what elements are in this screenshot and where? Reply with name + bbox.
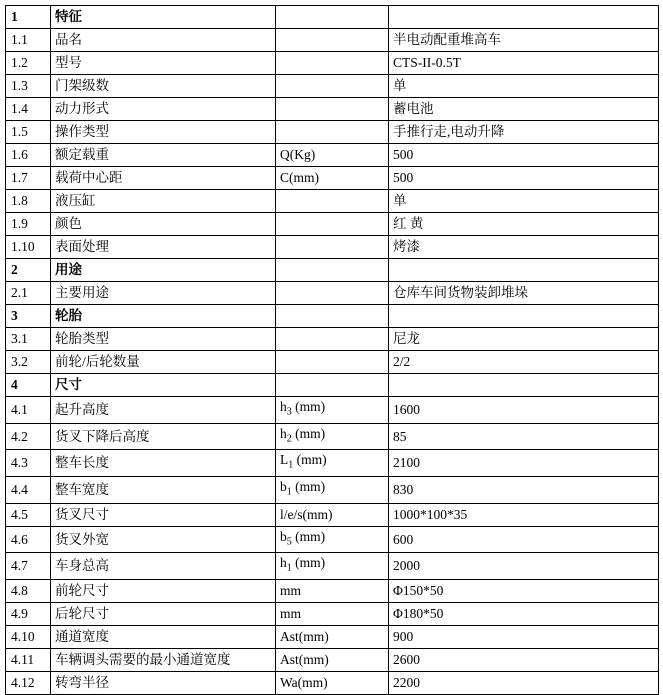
table-row — [6, 423, 659, 450]
row-number: 4.1 — [6, 397, 51, 424]
unit-subscript: 1 — [286, 486, 292, 498]
row-number: 4.2 — [6, 423, 51, 450]
row-value: 2100 — [389, 450, 659, 477]
row-label: 货叉下降后高度 — [51, 423, 276, 450]
table-row — [6, 305, 659, 328]
row-value: 900 — [389, 626, 659, 649]
row-label: 表面处理 — [51, 236, 276, 259]
unit-subscript: 2 — [286, 433, 292, 445]
table-row — [6, 259, 659, 282]
table-row — [6, 450, 659, 477]
table-row — [6, 144, 659, 167]
row-label: 通道宽度 — [51, 626, 276, 649]
row-number: 1.8 — [6, 190, 51, 213]
row-label: 动力形式 — [51, 98, 276, 121]
table-row — [6, 603, 659, 626]
table-row — [6, 328, 659, 351]
row-unit — [276, 98, 389, 121]
table-row — [6, 626, 659, 649]
row-value: 2200 — [389, 672, 659, 695]
row-label: 整车宽度 — [51, 477, 276, 504]
row-number: 1.1 — [6, 29, 51, 52]
row-unit: C(mm) — [276, 167, 389, 190]
row-unit — [276, 6, 389, 29]
row-number: 4.12 — [6, 672, 51, 695]
row-value — [389, 6, 659, 29]
row-label: 操作类型 — [51, 121, 276, 144]
row-label: 品名 — [51, 29, 276, 52]
row-number: 2 — [6, 259, 51, 282]
table-row — [6, 397, 659, 424]
table-row — [6, 167, 659, 190]
row-label: 车辆调头需要的最小通道宽度 — [51, 649, 276, 672]
row-unit: $L_1$ (mm) — [276, 450, 389, 477]
table-row — [6, 503, 659, 526]
table-body — [6, 6, 659, 695]
row-unit: Ast(mm) — [276, 649, 389, 672]
row-number: 4.10 — [6, 626, 51, 649]
row-value: 2600 — [389, 649, 659, 672]
row-label: 轮胎类型 — [51, 328, 276, 351]
row-number: 1 — [6, 6, 51, 29]
row-label: 车身总高 — [51, 553, 276, 580]
row-label: 前轮尺寸 — [51, 580, 276, 603]
row-number: 4 — [6, 374, 51, 397]
row-value — [389, 374, 659, 397]
row-unit: $h_1$ (mm) — [276, 553, 389, 580]
row-label: 门架级数 — [51, 75, 276, 98]
table-row — [6, 52, 659, 75]
row-unit: mm — [276, 603, 389, 626]
row-unit — [276, 121, 389, 144]
row-number: 4.11 — [6, 649, 51, 672]
table-row — [6, 190, 659, 213]
row-unit: $b_5$ (mm) — [276, 526, 389, 553]
row-value: 2/2 — [389, 351, 659, 374]
row-unit — [276, 259, 389, 282]
table-row — [6, 553, 659, 580]
row-unit — [276, 213, 389, 236]
row-unit: Q(Kg) — [276, 144, 389, 167]
row-number: 3.1 — [6, 328, 51, 351]
row-unit — [276, 328, 389, 351]
row-number: 4.9 — [6, 603, 51, 626]
row-number: 4.8 — [6, 580, 51, 603]
table-row — [6, 121, 659, 144]
table-row — [6, 374, 659, 397]
row-value: 830 — [389, 477, 659, 504]
unit-subscript: 1 — [288, 460, 294, 472]
table-row — [6, 6, 659, 29]
row-value: 500 — [389, 167, 659, 190]
row-number: 1.3 — [6, 75, 51, 98]
row-number: 1.9 — [6, 213, 51, 236]
row-unit: $b_1$ (mm) — [276, 477, 389, 504]
row-value: 蓄电池 — [389, 98, 659, 121]
row-number: 4.4 — [6, 477, 51, 504]
row-unit — [276, 282, 389, 305]
row-value: 红 黄 — [389, 213, 659, 236]
row-label: 起升高度 — [51, 397, 276, 424]
row-unit: Wa(mm) — [276, 672, 389, 695]
unit-subscript: 3 — [286, 406, 292, 418]
table-row — [6, 98, 659, 121]
row-label: 后轮尺寸 — [51, 603, 276, 626]
row-label: 特征 — [51, 6, 276, 29]
row-label: 液压缸 — [51, 190, 276, 213]
row-label: 用途 — [51, 259, 276, 282]
row-unit — [276, 29, 389, 52]
row-value: 烤漆 — [389, 236, 659, 259]
row-label: 整车长度 — [51, 450, 276, 477]
specification-table — [5, 5, 659, 695]
row-value: 1600 — [389, 397, 659, 424]
row-value: CTS-II-0.5T — [389, 52, 659, 75]
table-row — [6, 672, 659, 695]
row-value: 2000 — [389, 553, 659, 580]
row-label: 前轮/后轮数量 — [51, 351, 276, 374]
row-unit — [276, 52, 389, 75]
row-number: 3 — [6, 305, 51, 328]
row-value — [389, 259, 659, 282]
row-label: 载荷中心距 — [51, 167, 276, 190]
table-row — [6, 29, 659, 52]
row-unit — [276, 374, 389, 397]
row-value: 85 — [389, 423, 659, 450]
table-row — [6, 580, 659, 603]
row-number: 1.6 — [6, 144, 51, 167]
row-value: 单 — [389, 75, 659, 98]
row-label: 货叉尺寸 — [51, 503, 276, 526]
row-number: 1.2 — [6, 52, 51, 75]
row-label: 尺寸 — [51, 374, 276, 397]
row-unit: mm — [276, 580, 389, 603]
table-row — [6, 526, 659, 553]
row-value: Φ180*50 — [389, 603, 659, 626]
table-row — [6, 236, 659, 259]
row-label: 额定载重 — [51, 144, 276, 167]
row-unit — [276, 305, 389, 328]
row-value: 仓库车间货物装卸堆垛 — [389, 282, 659, 305]
row-unit — [276, 75, 389, 98]
row-number: 1.5 — [6, 121, 51, 144]
table-row — [6, 351, 659, 374]
table-row — [6, 477, 659, 504]
row-unit: $h_2$ (mm) — [276, 423, 389, 450]
row-value: Φ150*50 — [389, 580, 659, 603]
row-number: 1.10 — [6, 236, 51, 259]
row-unit — [276, 190, 389, 213]
row-value: 500 — [389, 144, 659, 167]
row-label: 主要用途 — [51, 282, 276, 305]
row-label: 轮胎 — [51, 305, 276, 328]
row-value: 半电动配重堆高车 — [389, 29, 659, 52]
table-row — [6, 649, 659, 672]
row-unit — [276, 351, 389, 374]
row-label: 转弯半径 — [51, 672, 276, 695]
row-value: 尼龙 — [389, 328, 659, 351]
row-unit: l/e/s(mm) — [276, 503, 389, 526]
row-number: 4.6 — [6, 526, 51, 553]
row-unit — [276, 236, 389, 259]
table-row — [6, 213, 659, 236]
row-unit: $h_3$ (mm) — [276, 397, 389, 424]
row-unit: Ast(mm) — [276, 626, 389, 649]
row-number: 4.7 — [6, 553, 51, 580]
row-value — [389, 305, 659, 328]
unit-subscript: 1 — [286, 563, 292, 575]
row-value: 手推行走,电动升降 — [389, 121, 659, 144]
row-number: 3.2 — [6, 351, 51, 374]
unit-subscript: 5 — [286, 536, 292, 548]
row-value: 600 — [389, 526, 659, 553]
row-number: 1.4 — [6, 98, 51, 121]
row-number: 2.1 — [6, 282, 51, 305]
row-value: 单 — [389, 190, 659, 213]
row-label: 型号 — [51, 52, 276, 75]
table-row — [6, 75, 659, 98]
row-number: 4.5 — [6, 503, 51, 526]
row-label: 货叉外宽 — [51, 526, 276, 553]
row-value: 1000*100*35 — [389, 503, 659, 526]
row-number: 1.7 — [6, 167, 51, 190]
row-number: 4.3 — [6, 450, 51, 477]
row-label: 颜色 — [51, 213, 276, 236]
table-row — [6, 282, 659, 305]
